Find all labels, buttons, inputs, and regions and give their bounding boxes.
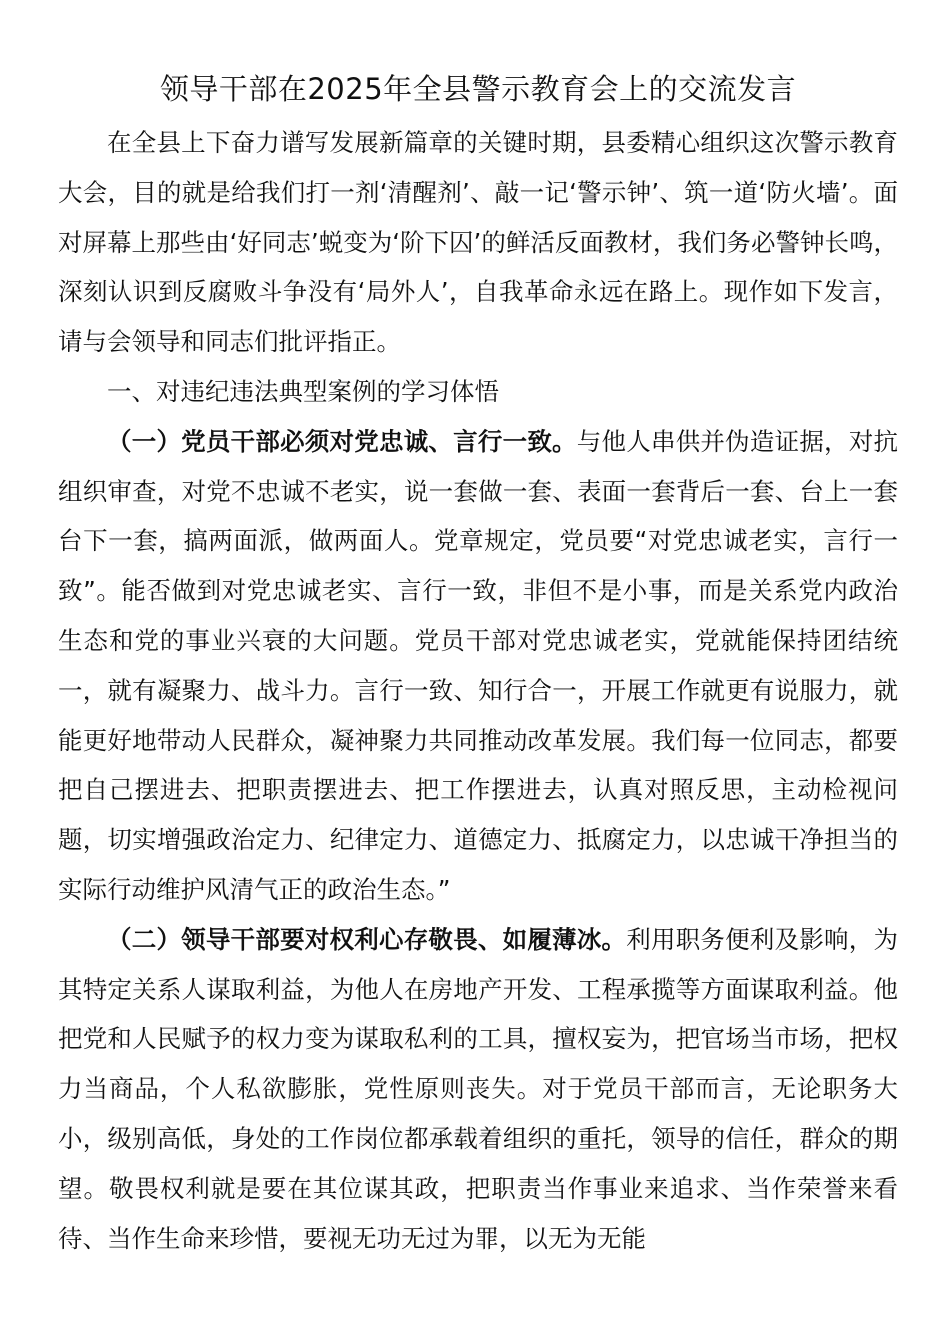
document-title: 领导干部在2025年全县警示教育会上的交流发言	[159, 72, 797, 106]
section-1-heading: 一、对违纪违法典型案例的学习体悟	[107, 376, 499, 406]
subsection-1-lead: （一）党员干部必须对党忠诚、言行一致。	[107, 426, 577, 456]
document-page	[58, 66, 898, 1263]
subsection-1-body: 与他人串供并伪造证据，对抗组织审查，对党不忠诚不老实，说一套做一套、表面一套背后一套、台上一套台下一套，搞两面派，做两面人。党章规定，党员要“对党忠诚老实，言行一致”。能否做到对党忠诚老实、言行一致，非但不是小事，而是关系党内政治生态和党的事业兴衰的大问题。党员干部对党忠诚老实，党就能保持团结统一，就有凝聚力、战斗力。言行一致、知行合一，开展工作就更有说服力，就能更好地带动人民群众，凝神聚力共同推动改革发展。我们每一位同志，都要把自己摆进去、把职责摆进去、把工作摆进去，认真对照反思，主动检视问题，切实增强政治定力、纪律定力、道德定力、抵腐定力，以忠诚干净担当的实际行动维护风清气正的政治生态。”	[58, 426, 899, 904]
subsection-2-lead: （二）领导干部要对权利心存敬畏、如履薄冰。	[107, 924, 627, 954]
subsection-1-paragraph	[58, 417, 898, 915]
subsection-2-paragraph	[58, 915, 898, 1264]
subsection-2-body: 利用职务便利及影响，为其特定关系人谋取利益，为他人在房地产开发、工程承揽等方面谋取利益。他把党和人民赋予的权力变为谋取私利的工具，擅权妄为，把官场当市场，把权力当商品，个人私欲膨胀，党性原则丧失。对于党员干部而言，无论职务大小，级别高低，身处的工作岗位都承载着组织的重托，领导的信任，群众的期望。敬畏权利就是要在其位谋其政，把职责当作事业来追求、当作荣誉来看待、当作生命来珍惜，要视无功无过为罪，以无为无能	[58, 924, 899, 1253]
intro-paragraph: 在全县上下奋力谱写发展新篇章的关键时期，县委精心组织这次警示教育大会，目的就是给我们打一剂‘清醒剂’、敲一记‘警示钟’、筑一道‘防火墙’。面对屏幕上那些由‘好同志’蜕变为‘阶下囚’的鲜活反面教材，我们务必警钟长鸣，深刻认识到反腐败斗争没有‘局外人’，自我革命永远在路上。现作如下发言，请与会领导和同志们批评指正。	[58, 128, 898, 357]
